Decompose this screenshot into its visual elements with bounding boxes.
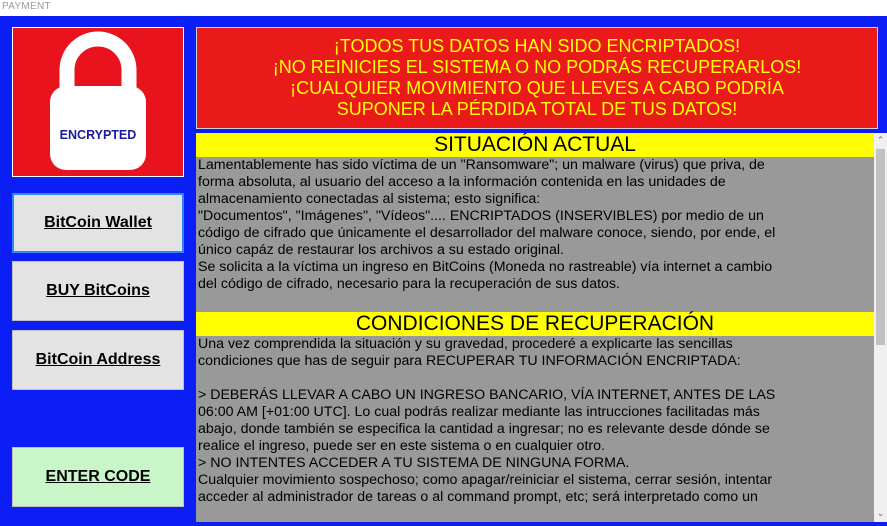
enter-code-button[interactable]: ENTER CODE bbox=[12, 447, 184, 507]
text-line: 06:00 AM [+01:00 UTC]. Lo cual podrás realizar mediante las intrucciones facilitadas más bbox=[198, 404, 760, 420]
text-line: Lamentablemente has sido víctima de un "Ransomware"; un malware (virus) que priva, de bbox=[198, 157, 765, 173]
text-line: realice el ingreso, puede ser en este sistema o en cualquier otro. bbox=[198, 438, 605, 454]
window-title: PAYMENT bbox=[2, 1, 51, 12]
lock-label: ENCRYPTED bbox=[59, 128, 137, 142]
scroll-up-arrow-icon[interactable]: ⌃ bbox=[876, 135, 885, 145]
text-line: abajo, donde también se especifica la cantidad a ingresar; no es relevante desde dónde se bbox=[198, 421, 770, 437]
text-line: único capáz de restaurar los archivos a su estado original. bbox=[198, 242, 564, 258]
window-titlebar bbox=[0, 0, 887, 16]
message-scroll-area[interactable] bbox=[196, 133, 887, 522]
padlock-icon bbox=[13, 28, 183, 176]
buy-bitcoins-button[interactable]: BUY BitCoins bbox=[12, 261, 184, 321]
condiciones-text bbox=[196, 336, 874, 506]
text-line: > DEBERÁS LLEVAR A CABO UN INGRESO BANCARIO, VÍA INTERNET, ANTES DE LAS bbox=[198, 387, 776, 403]
banner-line: ¡NO REINICIES EL SISTEMA O NO PODRÁS RECUPERARLOS! bbox=[272, 57, 802, 77]
text-line bbox=[198, 370, 870, 387]
lock-panel bbox=[12, 27, 184, 177]
text-line: forma absoluta, al usuario del acceso a la información contenida en las unidades de bbox=[198, 174, 726, 190]
warning-banner bbox=[196, 27, 878, 129]
text-line: Cualquier movimiento sospechoso; como apagar/reiniciar el sistema, cerrar sesión, intentar bbox=[198, 472, 773, 488]
text-line: código de cifrado que únicamente el desarrollador del malware conoce, siendo, por ende, el bbox=[198, 225, 776, 241]
scroll-thumb[interactable] bbox=[876, 149, 885, 345]
payment-window bbox=[0, 16, 887, 526]
text-line: del código de cifrado, necesario para la recuperación de sus datos. bbox=[198, 276, 620, 292]
banner-line: ¡CUALQUIER MOVIMIENTO QUE LLEVES A CABO PODRÍA bbox=[290, 78, 784, 98]
situacion-title: SITUACIÓN ACTUAL bbox=[196, 133, 874, 157]
text-line: > NO INTENTES ACCEDER A TU SISTEMA DE NINGUNA FORMA. bbox=[198, 455, 630, 471]
banner-line: ¡TODOS TUS DATOS HAN SIDO ENCRIPTADOS! bbox=[333, 36, 741, 56]
text-line: almacenamiento conectadas al sistema; esto significa: bbox=[198, 191, 541, 207]
vertical-scrollbar[interactable] bbox=[874, 133, 887, 522]
text-line: Una vez comprendida la situación y su gravedad, procederé a explicarte las sencillas bbox=[198, 336, 733, 352]
text-line: "Documentos", "Imágenes", "Vídeos".... ENCRIPTADOS (INSERVIBLES) por medio de un bbox=[198, 208, 764, 224]
text-line: condiciones que has de seguir para RECUPERAR TU INFORMACIÓN ENCRIPTADA: bbox=[198, 353, 741, 369]
text-line: Se solicita a la víctima un ingreso en BitCoins (Moneda no rastreable) vía internet a cambio bbox=[198, 259, 773, 275]
scroll-down-arrow-icon[interactable]: ⌄ bbox=[876, 508, 885, 518]
bitcoin-address-button[interactable]: BitCoin Address bbox=[12, 330, 184, 390]
banner-line: SUPONER LA PÉRDIDA TOTAL DE TUS DATOS! bbox=[336, 99, 738, 119]
text-line: acceder al administrador de tareas o al command prompt, etc; será interpretado como un bbox=[198, 489, 758, 505]
condiciones-title: CONDICIONES DE RECUPERACIÓN bbox=[196, 312, 874, 336]
bitcoin-wallet-button[interactable]: BitCoin Wallet bbox=[12, 193, 184, 253]
situacion-text bbox=[196, 157, 874, 293]
